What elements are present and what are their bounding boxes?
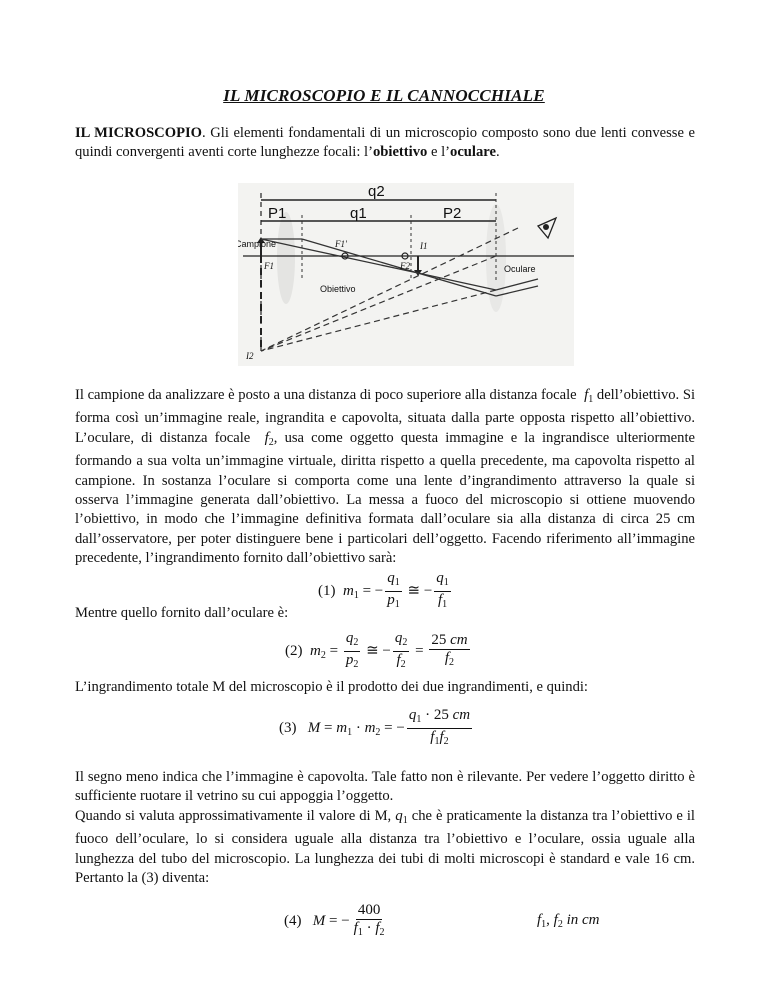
equation-4-units: $f_1$, $f_2$ in cm [537, 912, 600, 930]
p1-text-a: Il campione da analizzare è posto a una distanza di poco superiore alla distanza focale [75, 387, 577, 403]
paragraph-5 [75, 807, 695, 889]
p1-text-b: dell’obiettivo. Si forma così un’immagine reale, ingrandita e capovolta, situata dalla parte opposta rispetto all’obiettivo. L’oculare, di distanza focale [75, 387, 696, 446]
page-title: IL MICROSCOPIO E IL CANNOCCHIALE [223, 86, 545, 105]
label-campione: Campione [238, 239, 277, 249]
label-oculare: Oculare [504, 264, 536, 274]
label-i2: I2 [246, 351, 254, 361]
equation-1: (1) $m_1$ = − $\frac{q_1}{p_1}$ ≅ − $\frac{q_1}{f_1}$ [318, 570, 449, 610]
term-oculare: oculare [450, 144, 496, 161]
intro-text: e l’ [427, 144, 451, 161]
paragraph-1 [75, 386, 695, 569]
label-i1: I1 [420, 241, 428, 251]
p5-text-a: Quando si valuta approssimativamente il valore di M, [75, 808, 392, 824]
term-obiettivo: obiettivo [372, 144, 428, 161]
paragraph-3: L’ingrandimento totale M del microscopio è il prodotto dei due ingrandimenti, e quindi: [75, 679, 588, 695]
p5-text-b: che è praticamente la distanza tra l’obiettivo e il fuoco dell’oculare, lo si considera uguale alla distanza tra l’obiettivo e l’oculare, ossia uguale alla lunghezza del tubo del microscopio. La lunghezza dei tubi di molti microscopi è standard e vale 16 cm. Pertanto la (3) diventa: [75, 808, 695, 887]
microscope-diagram [238, 183, 574, 366]
paragraph-4: Il segno meno indica che l’immagine è capovolta. Tale fatto non è rilevante. Per vedere l’oggetto diritto è sufficiente ruotare il vetrino su cui appoggia l’oggetto. [75, 769, 695, 805]
equation-2: (2) $m_2$ = $\frac{q_2}{p_2}$ ≅ − $\frac{q_2}{f_2}$ = $\frac{25 cm}{f_2}$ [285, 630, 468, 670]
label-f1: F1 [264, 261, 274, 271]
eq1-label: (1) [318, 582, 336, 599]
intro-lead: IL MICROSCOPIO [75, 125, 203, 141]
paragraph-2: Mentre quello fornito dall’oculare è: [75, 605, 289, 621]
label-p2: P2 [443, 205, 462, 222]
symbol-f2: $f_2$ [264, 429, 274, 448]
label-p1: P1 [268, 205, 287, 222]
eq3-label: (3) [279, 719, 297, 736]
intro-text: . Gli elementi fondamentali di un microscopio composto sono due lenti convesse e quindi convergenti aventi corte lunghezze focali: l’ [75, 125, 695, 161]
label-f2: F2 [400, 261, 410, 271]
intro-paragraph [75, 124, 695, 163]
symbol-f1: $f_1$ [584, 387, 594, 405]
label-f1-prime: F1' [335, 239, 347, 249]
symbol-q1: $q_1$ [395, 808, 408, 826]
intro-text: . [495, 144, 500, 161]
label-q1: q1 [350, 205, 367, 222]
eq4-label: (4) [284, 912, 302, 929]
label-obiettivo: Obiettivo [320, 284, 356, 294]
eq4-note: in cm [566, 912, 600, 928]
equation-3: (3) $M = m_1 \cdot m_2$ = − $\frac{q_1 \cdot 25 cm}{f_1f_2}$ [279, 707, 471, 747]
eq2-label: (2) [285, 642, 303, 659]
label-q2: q2 [368, 183, 385, 200]
p1-text-c: , usa come oggetto questa immagine e la ingrandisce ulteriormente formando a sua volta un’immagine virtuale, diritta rispetto a quella precedente, ma capovolta rispetto al campione. In sostanza l’oculare si comporta come una lente d’ingrandimento attraverso la quale si osserva l’immagine generata dall’obiettivo. La messa a fuoco del microscopio si ottiene muovendo l’obiettivo, in modo che l’immagine definitiva formata dall’oculare sia alla distanza di circa 25 cm dall’osservatore, per poter distinguere bene i particolari dell’oggetto. Facendo riferimento all’immagine precedente, l’ingrandimento fornito dall’obiettivo sarà: [75, 429, 695, 567]
equation-4: (4) M = − $\frac{400}{f_1 \cdot f_2}$ [284, 902, 385, 938]
